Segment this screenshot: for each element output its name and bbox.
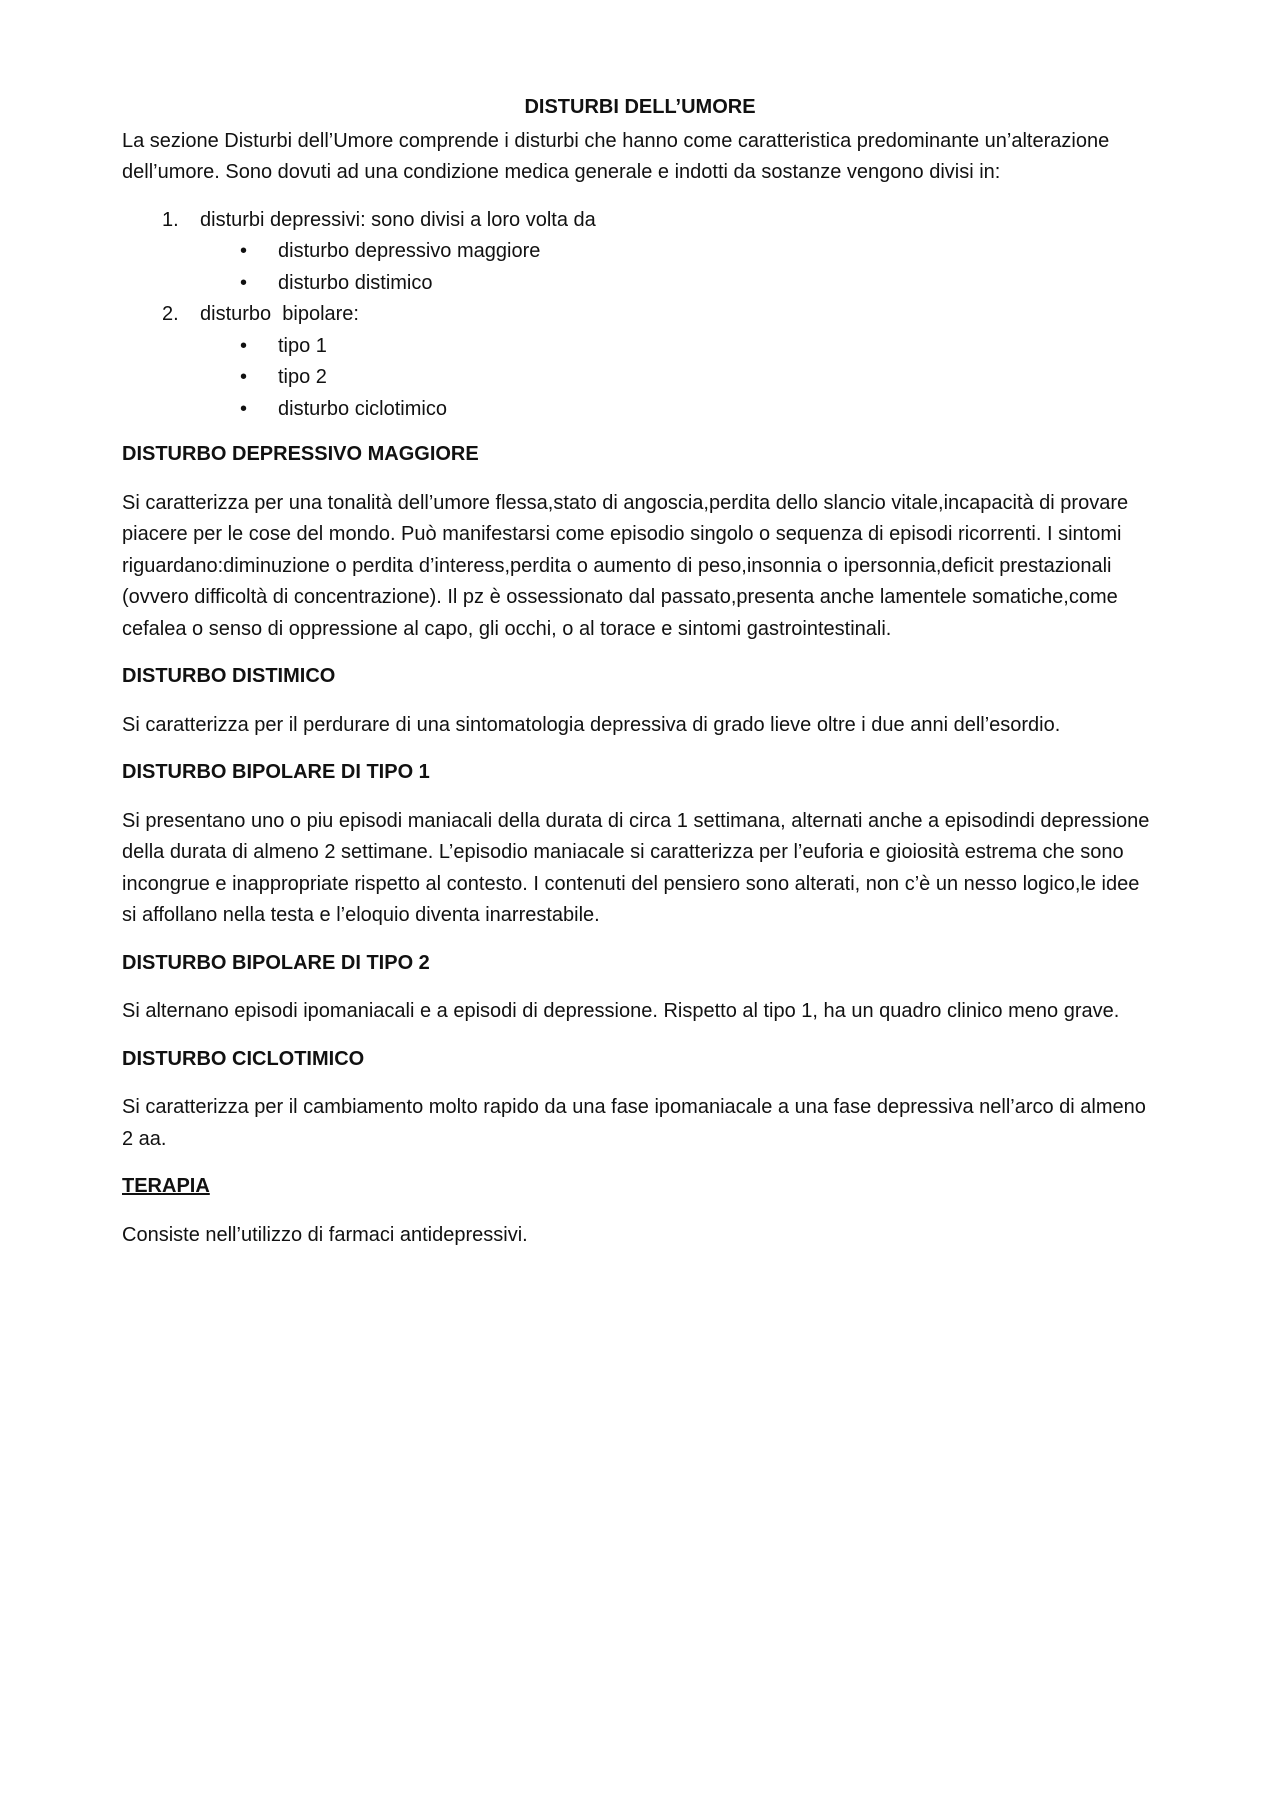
subitem-label: disturbo distimico [278, 271, 433, 294]
bullet-icon: • [240, 271, 248, 294]
bullet-icon: • [240, 397, 248, 420]
list-number: 2. [162, 303, 179, 325]
list-item-label: disturbo bipolare: [200, 303, 359, 325]
section-heading-bipolare-1: DISTURBO BIPOLARE DI TIPO 1 [122, 761, 430, 783]
depressive-subtypes-list [200, 236, 1158, 299]
section-heading-depressivo-maggiore: DISTURBO DEPRESSIVO MAGGIORE [122, 443, 479, 465]
section-text-ciclotimico: Si caratterizza per il cambiamento molto rapido da una fase ipomaniacale a una fase depressiva nell’arco di almeno 2 aa. [122, 1096, 1146, 1150]
list-item [200, 331, 1158, 363]
list-number: 1. [162, 208, 179, 231]
subitem-label: tipo 1 [278, 334, 327, 357]
document-title: DISTURBI DELL’UMORE [524, 96, 756, 118]
section-text-terapia: Consiste nell’utilizzo di farmaci antidepressivi. [122, 1223, 528, 1246]
list-item-depressive [122, 205, 1158, 300]
list-item-label: disturbi depressivi: sono divisi a loro volta da [200, 208, 596, 231]
list-item-bipolar [122, 299, 1158, 425]
list-item [200, 236, 1158, 268]
section-text-bipolare-2: Si alternano episodi ipomaniacali e a episodi di depressione. Rispetto al tipo 1, ha un quadro clinico meno grave. [122, 1000, 1120, 1022]
section-heading-bipolare-2: DISTURBO BIPOLARE DI TIPO 2 [122, 951, 430, 974]
section-heading-ciclotimico: DISTURBO CICLOTIMICO [122, 1047, 365, 1070]
disorder-types-list [122, 205, 1158, 426]
bullet-icon: • [240, 366, 248, 388]
bullet-icon: • [240, 240, 248, 262]
section-heading-distimico: DISTURBO DISTIMICO [122, 665, 336, 687]
subitem-label: tipo 2 [278, 366, 327, 388]
section-heading-terapia: TERAPIA [122, 1175, 210, 1197]
bullet-icon: • [240, 334, 248, 357]
section-text-distimico: Si caratterizza per il perdurare di una sintomatologia depressiva di grado lieve oltre i due anni dell’esordio. [122, 713, 1061, 736]
bipolar-subtypes-list [200, 331, 1158, 426]
list-item [200, 268, 1158, 300]
section-text-depressivo-maggiore: Si caratterizza per una tonalità dell’umore flessa,stato di angoscia,perdita dello slancio vitale,incapacità di provare piacere per le cose del mondo. Può manifestarsi come episodio singolo o sequenza di episodi ricorrenti. I sintomi riguardano:diminuzione o perdita d’interess,perdita o aumento di peso,insonnia o ipersonnia,deficit prestazionali (ovvero difficoltà di concentrazione). Il pz è ossessionato dal passato,presenta anche lamentele somatiche,come cefalea o senso di oppressione al capo, gli occhi, o al torace e sintomi gastrointestinali. [122, 491, 1129, 640]
section-text-bipolare-1: Si presentano uno o piu episodi maniacali della durata di circa 1 settimana, alternati anche a episodindi depressione della durata di almeno 2 settimane. L’episodio maniacale si caratterizza per l’euforia e gioiosità estrema che sono incongrue e inappropriate rispetto al contesto. I contenuti del pensiero sono alterati, non c’è un nesso logico,le idee si affollano nella testa e l’eloquio diventa inarrestabile. [122, 809, 1150, 926]
list-item [200, 394, 1158, 426]
subitem-label: disturbo ciclotimico [278, 397, 447, 420]
list-item [200, 362, 1158, 394]
subitem-label: disturbo depressivo maggiore [278, 240, 541, 262]
intro-paragraph: La sezione Disturbi dell’Umore comprende i disturbi che hanno come caratteristica predominante un’alterazione dell’umore. Sono dovuti ad una condizione medica generale e indotti da sostanze vengono divisi in: [122, 129, 1110, 183]
